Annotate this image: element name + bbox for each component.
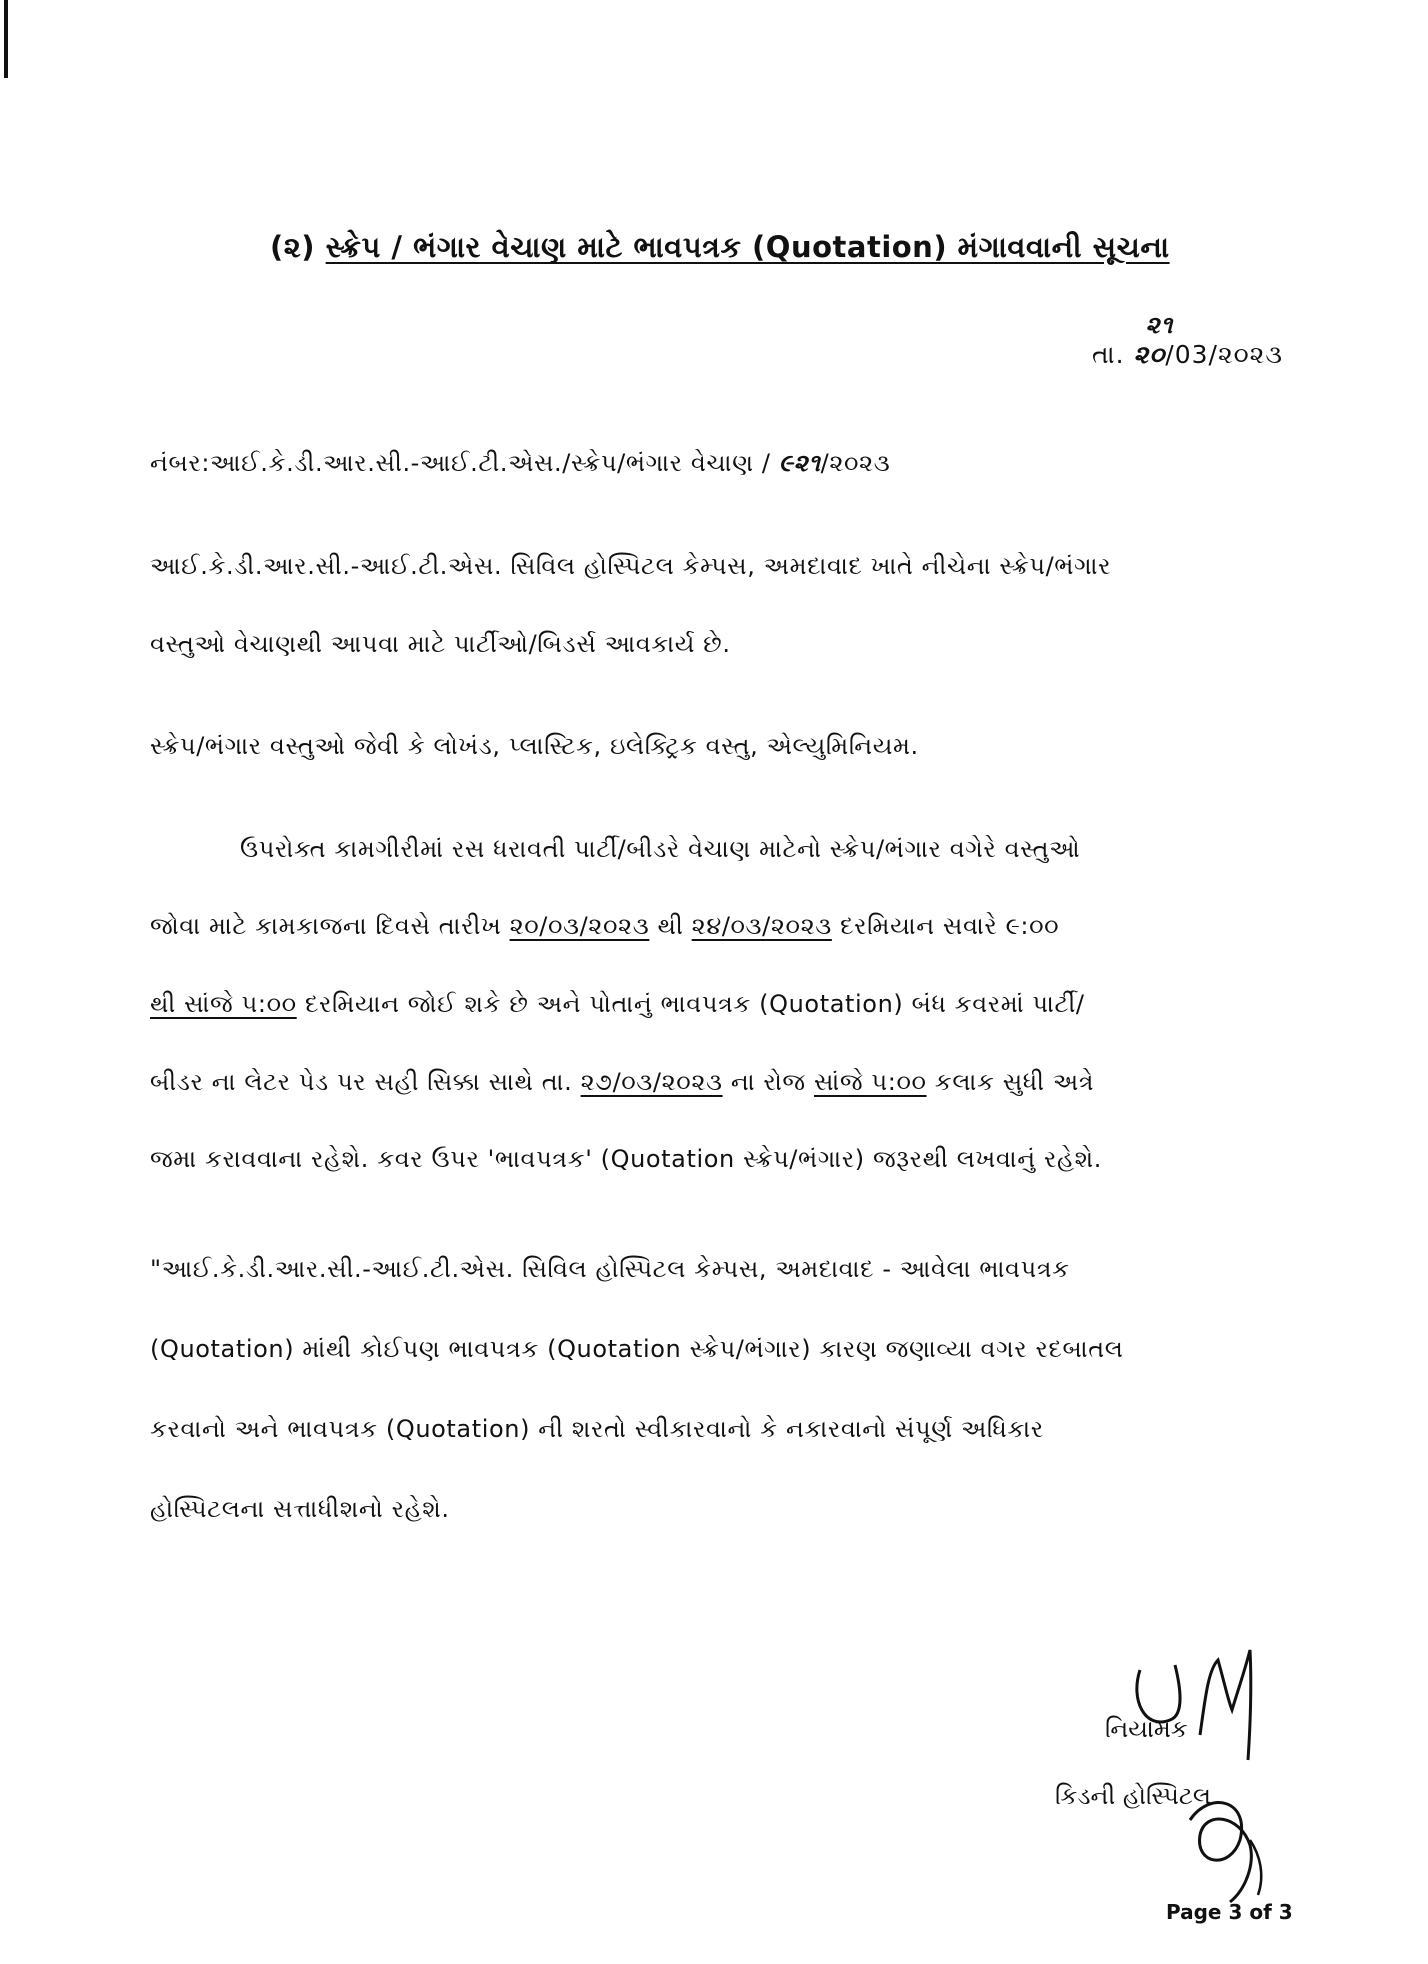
submission-date: ૨૭/૦૩/૨૦૨૩ <box>580 1068 723 1096</box>
para2-line-3: કરવાનો અને ભાવપત્રક (Quotation) ની શરતો સ્વીકારવાનો કે નકારવાનો સંપૂર્ણ અધિકાર <box>150 1415 1044 1443</box>
date-label: તા. <box>1091 340 1125 369</box>
signatory-office: કિડની હોસ્પિટલ <box>1055 1782 1211 1810</box>
inspection-end-date: ૨૪/૦૩/૨૦૨૩ <box>691 912 832 940</box>
inspection-start-date: ૨૦/૦૩/૨૦૨૩ <box>509 912 650 940</box>
para1-line-1: ઉપરોક્ત કામગીરીમાં રસ ધરાવતી પાર્ટી/બીડરે વેચાણ માટેનો સ્ક્રેપ/ભંગાર વગેરે વસ્તુઓ <box>240 835 1081 863</box>
notice-date <box>1091 310 1283 370</box>
page-number: Page 3 of 3 <box>1166 1900 1293 1924</box>
signature-block <box>1050 1640 1300 1940</box>
title-prefix: (૨) <box>270 230 326 264</box>
para2-line-4: હોસ્પિટલના સત્તાધીશનો રહેશે. <box>150 1495 450 1523</box>
reference-number-handwritten: ૯૨૧ <box>778 448 821 477</box>
para2-line-2: (Quotation) માંથી કોઈપણ ભાવપત્રક (Quotation સ્ક્રેપ/ભંગાર) કારણ જણાવ્યા વગર રદબાતલ <box>150 1335 1124 1363</box>
signatory-designation: નિયામક <box>1105 1715 1188 1743</box>
intro-line-1: આઈ.કે.ડી.આર.સી.-આઈ.ટી.એસ. સિવિલ હોસ્પિટલ કેમ્પસ, અમદાવાદ ખાતે નીચેના સ્ક્રેપ/ભંગાર <box>150 552 1112 580</box>
intro-line-2: વસ્તુઓ વેચાણથી આપવા માટે પાર્ટીઓ/બિડર્સ આવકાર્ય છે. <box>150 630 731 658</box>
para1-line-3: થી સાંજે ૫:૦૦ દરમિયાન જોઈ શકે છે અને પોતાનું ભાવપત્રક (Quotation) બંધ કવરમાં પાર્ટી/ <box>150 990 1085 1018</box>
para1-line-4: બીડર ના લેટર પેડ પર સહી સિક્કા સાથે તા. ૨૭/૦૩/૨૦૨૩ ના રોજ સાંજે ૫:૦૦ કલાક સુધી અત્રે <box>150 1068 1095 1096</box>
date-day-handwritten: ૨૧ ૨૦ <box>1133 310 1174 369</box>
para1-line-5: જમા કરાવવાના રહેશે. કવર ઉપર 'ભાવપત્રક' (Quotation સ્ક્રેપ/ભંગાર) જરૂરથી લખવાનું રહેશે. <box>150 1145 1102 1173</box>
handwritten-signature <box>1100 1640 1300 1910</box>
date-month-year: /03/૨૦૨૩ <box>1165 340 1283 369</box>
reference-number: નંબર:આઈ.કે.ડી.આર.સી.-આઈ.ટી.એસ./સ્ક્રેપ/ભંગાર વેચાણ / ૯૨૧/૨૦૨૩ <box>150 448 891 477</box>
date-day-correction: ૨૧ <box>1145 310 1174 339</box>
submission-time: સાંજે ૫:૦૦ <box>813 1068 927 1096</box>
scan-edge-mark <box>4 0 8 78</box>
inspection-end-time: થી સાંજે ૫:૦૦ <box>150 990 297 1018</box>
para2-line-1: "આઈ.કે.ડી.આર.સી.-આઈ.ટી.એસ. સિવિલ હોસ્પિટલ કેમ્પસ, અમદાવાદ - આવેલા ભાવપત્રક <box>150 1255 1070 1283</box>
title-text: સ્ક્રેપ / ભંગાર વેચાણ માટે ભાવપત્રક (Quotation) મંગાવવાની સૂચના <box>325 230 1170 264</box>
notice-title <box>270 230 1280 265</box>
items-line: સ્ક્રેપ/ભંગાર વસ્તુઓ જેવી કે લોખંડ, પ્લાસ્ટિક, ઇલેક્ટ્રિક વસ્તુ, એલ્યુમિનિયમ. <box>150 732 919 760</box>
para1-line-2: જોવા માટે કામકાજના દિવસે તારીખ ૨૦/૦૩/૨૦૨૩ થી ૨૪/૦૩/૨૦૨૩ દરમિયાન સવારે ૯:૦૦ <box>150 912 1060 940</box>
